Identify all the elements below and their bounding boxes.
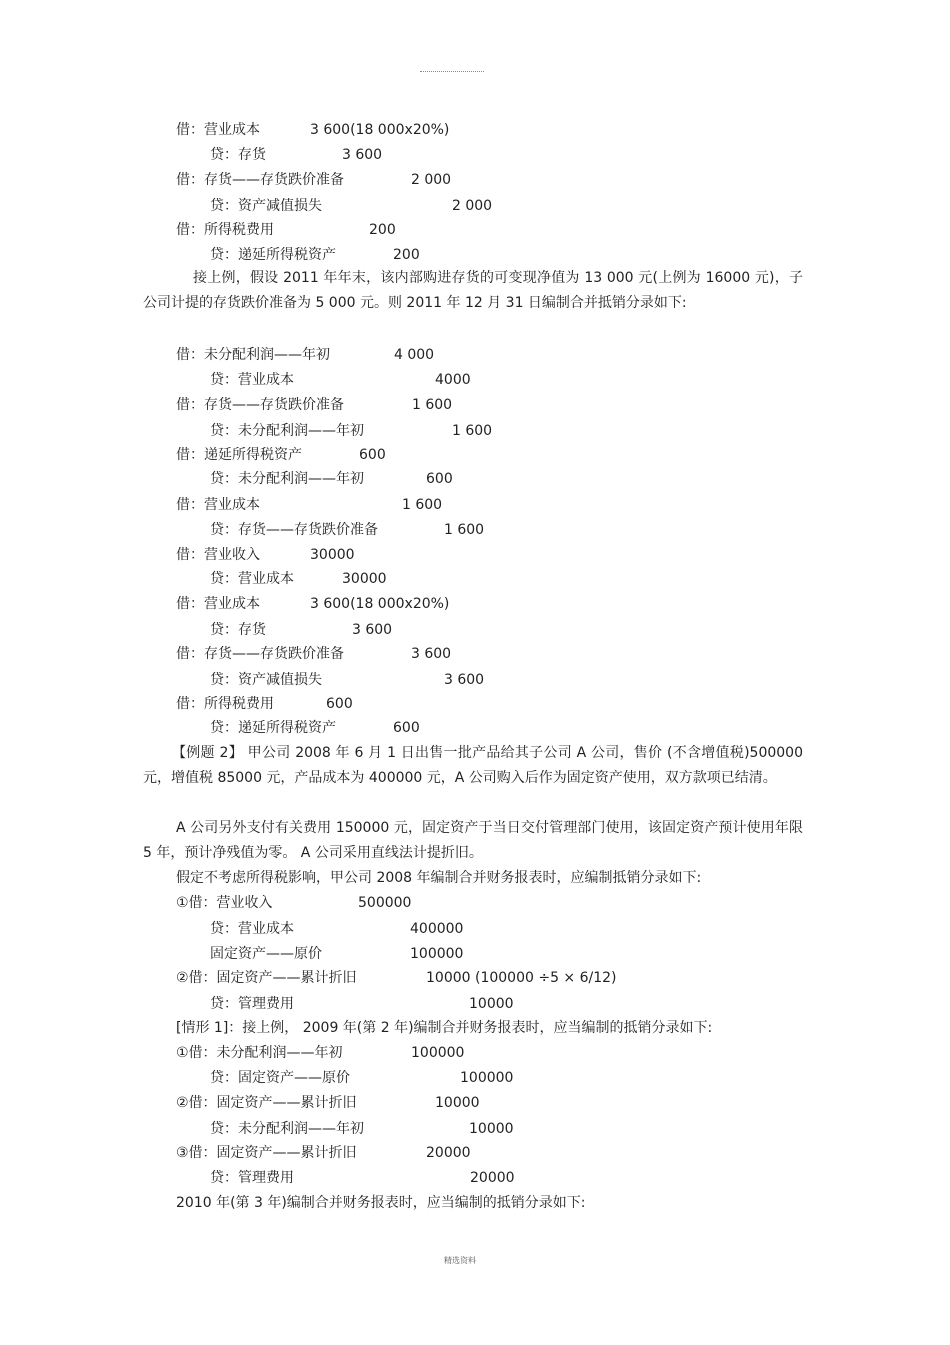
entry-account: 贷：未分配利润——年初	[210, 471, 364, 487]
entry-amount: 3 600	[444, 672, 485, 688]
entry-amount: 1 600	[452, 423, 493, 439]
entry-account: 贷：未分配利润——年初	[210, 1121, 364, 1137]
entry-account: 贷：未分配利润——年初	[210, 423, 364, 439]
paragraph: A 公司另外支付有关费用 150000 元，固定资产于当日交付管理部门使用，该固定资产预计使用年限 5 年，预计净残值为零。 A 公司采用直线法计提折旧。	[143, 820, 803, 861]
entry-amount: 30000	[342, 571, 387, 587]
entry-account: 借：所得税费用	[176, 696, 274, 712]
entry-amount: 4000	[435, 372, 471, 388]
entry-account: ①借：营业收入	[176, 895, 273, 911]
entry-account: 借：存货——存货跌价准备	[176, 646, 344, 662]
entry-amount: 1 600	[444, 522, 485, 538]
entry-account: 借：营业成本	[176, 122, 260, 138]
entry-account: 借：营业收入	[176, 547, 260, 563]
header-rule	[420, 71, 484, 72]
entry-amount: 600	[426, 471, 453, 487]
entry-account: 借：营业成本	[176, 497, 260, 513]
entry-amount: 3 600(18 000x20%)	[310, 122, 450, 138]
entry-account: 贷：管理费用	[210, 996, 294, 1012]
entry-account: 借：营业成本	[176, 596, 260, 612]
entry-amount: 20000	[470, 1170, 515, 1186]
entry-account: ②借：固定资产——累计折旧	[176, 970, 357, 986]
paragraph: 接上例，假设 2011 年年末，该内部购进存货的可变现净值为 13 000 元(上例为 16000 元)，子公司计提的存货跌价准备为 5 000 元。则 2011 年 12 月 31 日编制合并抵销分录如下:	[143, 270, 803, 311]
entry-amount: 3 600	[352, 622, 393, 638]
entry-account: 贷：营业成本	[210, 571, 294, 587]
entry-amount: 10000	[469, 1121, 514, 1137]
entry-account: 贷：资产减值损失	[210, 198, 322, 214]
entry-account: 贷：递延所得税资产	[210, 720, 336, 736]
entry-account: ③借：固定资产——累计折旧	[176, 1145, 357, 1161]
paragraph: 2010 年(第 3 年)编制合并财务报表时，应当编制的抵销分录如下:	[176, 1195, 586, 1211]
entry-account: ②借：固定资产——累计折旧	[176, 1095, 357, 1111]
entry-amount: 10000	[469, 996, 514, 1012]
entry-account: 贷：递延所得税资产	[210, 247, 336, 263]
entry-account: 借：递延所得税资产	[176, 447, 302, 463]
entry-amount: 3 600	[411, 646, 452, 662]
paragraph: [情形 1]：接上例， 2009 年(第 2 年)编制合并财务报表时，应当编制的抵销分录如下:	[176, 1020, 713, 1036]
entry-account: 借：所得税费用	[176, 222, 274, 238]
entry-amount: 500000	[358, 895, 412, 911]
entry-amount: 400000	[410, 921, 464, 937]
entry-amount: 200	[393, 247, 420, 263]
entry-account: 贷：营业成本	[210, 372, 294, 388]
entry-amount: 100000	[460, 1070, 514, 1086]
entry-account: 贷：管理费用	[210, 1170, 294, 1186]
entry-amount: 100000	[410, 946, 464, 962]
page-footer: 精选资料	[444, 1256, 476, 1265]
entry-account: 贷：存货——存货跌价准备	[210, 522, 378, 538]
entry-account: 贷：存货	[210, 622, 266, 638]
entry-amount: 200	[369, 222, 396, 238]
paragraph: 假定不考虑所得税影响，甲公司 2008 年编制合并财务报表时，应编制抵销分录如下:	[176, 870, 702, 886]
entry-amount: 2 000	[411, 172, 452, 188]
entry-amount: 30000	[310, 547, 355, 563]
entry-amount: 600	[326, 696, 353, 712]
entry-account: 贷：固定资产——原价	[210, 1070, 350, 1086]
entry-amount: 1 600	[412, 397, 453, 413]
entry-amount: 600	[359, 447, 386, 463]
entry-amount: 4 000	[394, 347, 435, 363]
entry-account: 贷：资产减值损失	[210, 672, 322, 688]
entry-amount: 10000	[435, 1095, 480, 1111]
entry-account: 固定资产——原价	[210, 946, 322, 962]
paragraph: 【例题 2】 甲公司 2008 年 6 月 1 日出售一批产品给其子公司 A 公司，售价 (不含增值税)500000 元，增值税 85000 元，产品成本为 400000 元，A 公司购入后作为固定资产使用，双方款项已结清。	[143, 745, 803, 786]
entry-amount: 3 600(18 000x20%)	[310, 596, 450, 612]
entry-account: 借：存货——存货跌价准备	[176, 397, 344, 413]
entry-account: 贷：存货	[210, 147, 266, 163]
entry-amount: 1 600	[402, 497, 443, 513]
entry-account: 贷：营业成本	[210, 921, 294, 937]
entry-amount: 10000 (100000 ÷5 × 6/12)	[426, 970, 617, 986]
entry-amount: 3 600	[342, 147, 383, 163]
entry-amount: 100000	[411, 1045, 465, 1061]
entry-amount: 2 000	[452, 198, 493, 214]
entry-account: ①借：未分配利润——年初	[176, 1045, 343, 1061]
entry-amount: 600	[393, 720, 420, 736]
entry-account: 借：存货——存货跌价准备	[176, 172, 344, 188]
entry-account: 借：未分配利润——年初	[176, 347, 330, 363]
entry-amount: 20000	[426, 1145, 471, 1161]
